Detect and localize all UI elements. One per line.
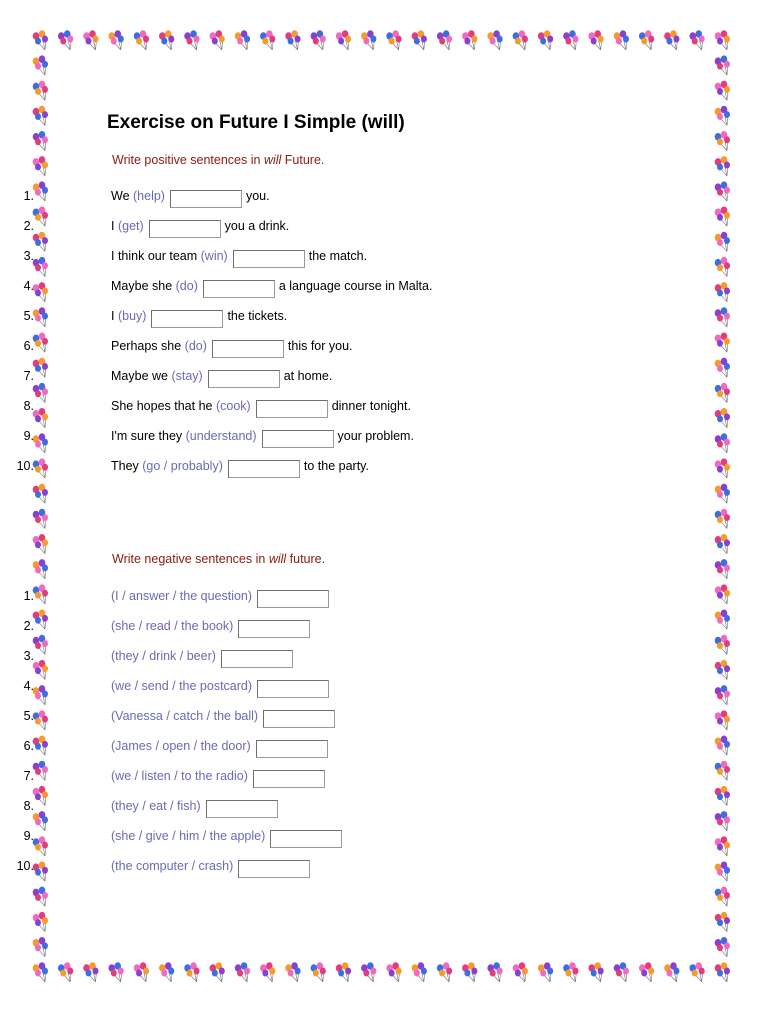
answer-input[interactable] xyxy=(221,650,293,668)
balloon-bunch-icon xyxy=(260,962,275,982)
item-number: 1. xyxy=(23,589,34,603)
verb-hint: (cook) xyxy=(215,399,251,413)
verb-hint: (get) xyxy=(117,219,144,233)
sentence-start: I'm sure they xyxy=(111,429,186,443)
balloon-bunch-icon xyxy=(639,30,654,50)
exercise-item xyxy=(0,304,700,328)
exercise-item xyxy=(0,184,700,208)
balloon-bunch-icon xyxy=(715,610,730,630)
balloon-bunch-icon xyxy=(715,81,730,101)
exercise-item xyxy=(0,214,700,238)
sentence-end: your problem. xyxy=(337,429,414,443)
balloon-bunch-icon xyxy=(33,156,48,176)
page-title: Exercise on Future I Simple (will) xyxy=(107,112,405,133)
verb-hint: (James / open / the door) xyxy=(111,739,251,753)
balloon-bunch-icon xyxy=(715,584,730,604)
balloon-bunch-icon xyxy=(538,962,553,982)
balloon-bunch-icon xyxy=(260,30,275,50)
answer-input[interactable] xyxy=(149,220,221,238)
sentence-start: Maybe we xyxy=(111,369,172,383)
verb-hint: (buy) xyxy=(117,309,147,323)
sentence-line xyxy=(111,339,353,358)
sentence-start: She hopes that he xyxy=(111,399,216,413)
balloon-bunch-icon xyxy=(715,685,730,705)
balloon-bunch-icon xyxy=(689,962,704,982)
verb-hint: (I / answer / the question) xyxy=(111,589,253,603)
answer-input[interactable] xyxy=(212,340,284,358)
balloon-bunch-icon xyxy=(715,509,730,529)
balloon-bunch-icon xyxy=(311,30,326,50)
balloon-bunch-icon xyxy=(487,962,502,982)
balloon-bunch-icon xyxy=(715,207,730,227)
balloon-bunch-icon xyxy=(33,81,48,101)
balloon-bunch-icon xyxy=(33,937,48,957)
sentence-start: We xyxy=(111,189,133,203)
balloon-bunch-icon xyxy=(361,30,376,50)
verb-hint: (we / listen / to the radio) xyxy=(111,769,248,783)
sentence-line xyxy=(111,189,270,208)
exercise-item xyxy=(0,854,700,878)
sentence-end: you a drink. xyxy=(224,219,290,233)
item-number: 9. xyxy=(23,829,34,843)
instruction-text: Write positive sentences in xyxy=(112,153,264,167)
item-number: 8. xyxy=(23,799,34,813)
balloon-bunch-icon xyxy=(715,30,730,50)
instruction-text: Write negative sentences in xyxy=(112,552,269,566)
sentence-line xyxy=(111,399,411,418)
balloon-bunch-icon xyxy=(108,30,123,50)
balloon-bunch-icon xyxy=(715,786,730,806)
item-number: 7. xyxy=(23,369,34,383)
verb-hint: (help) xyxy=(133,189,165,203)
answer-input[interactable] xyxy=(257,590,329,608)
balloon-bunch-icon xyxy=(58,962,73,982)
balloon-bunch-icon xyxy=(715,660,730,680)
exercise-item xyxy=(0,244,700,268)
instruction-emphasis: will xyxy=(268,552,287,566)
balloon-bunch-icon xyxy=(33,559,48,579)
verb-hint: (do) xyxy=(175,279,198,293)
sentence-end: dinner tonight. xyxy=(331,399,411,413)
balloon-bunch-icon xyxy=(715,861,730,881)
balloon-bunch-icon xyxy=(437,30,452,50)
balloon-bunch-icon xyxy=(361,962,376,982)
answer-input[interactable] xyxy=(256,400,328,418)
answer-input[interactable] xyxy=(263,710,335,728)
balloon-bunch-icon xyxy=(715,408,730,428)
answer-input[interactable] xyxy=(256,740,328,758)
balloon-bunch-icon xyxy=(715,937,730,957)
verb-hint: (the computer / crash) xyxy=(111,859,234,873)
verb-hint: (we / send / the postcard) xyxy=(111,679,253,693)
balloon-bunch-icon xyxy=(715,383,730,403)
balloon-bunch-icon xyxy=(538,30,553,50)
answer-input[interactable] xyxy=(208,370,280,388)
balloon-bunch-icon xyxy=(715,559,730,579)
balloon-bunch-icon xyxy=(614,30,629,50)
instruction-negative xyxy=(112,551,325,567)
balloon-bunch-icon xyxy=(689,30,704,50)
balloon-bunch-icon xyxy=(386,962,401,982)
balloon-bunch-icon xyxy=(715,131,730,151)
balloon-bunch-icon xyxy=(285,962,300,982)
exercise-item xyxy=(0,424,700,448)
balloon-bunch-icon xyxy=(311,962,326,982)
balloon-bunch-icon xyxy=(513,962,528,982)
sentence-end: the tickets. xyxy=(227,309,288,323)
sentence-line xyxy=(111,709,339,728)
answer-input[interactable] xyxy=(170,190,242,208)
instruction-text: Future. xyxy=(281,153,325,167)
sentence-line xyxy=(111,309,287,328)
sentence-line xyxy=(111,619,314,638)
answer-input[interactable] xyxy=(270,830,342,848)
balloon-bunch-icon xyxy=(83,962,98,982)
exercise-item xyxy=(0,764,700,788)
balloon-bunch-icon xyxy=(437,962,452,982)
balloon-bunch-icon xyxy=(134,30,149,50)
sentence-line xyxy=(111,799,282,818)
balloon-bunch-icon xyxy=(715,358,730,378)
instruction-positive xyxy=(112,152,324,168)
balloon-bunch-icon xyxy=(33,55,48,75)
item-number: 5. xyxy=(23,709,34,723)
exercise-item xyxy=(0,454,700,478)
balloon-bunch-icon xyxy=(715,55,730,75)
balloon-bunch-icon xyxy=(664,962,679,982)
balloon-bunch-icon xyxy=(588,962,603,982)
balloon-bunch-icon xyxy=(462,30,477,50)
item-number: 3. xyxy=(23,249,34,263)
balloon-bunch-icon xyxy=(715,458,730,478)
answer-input[interactable] xyxy=(228,460,300,478)
sentence-start: I xyxy=(111,219,118,233)
balloon-bunch-icon xyxy=(487,30,502,50)
balloon-bunch-icon xyxy=(184,962,199,982)
sentence-end: a language course in Malta. xyxy=(278,279,433,293)
exercise-item xyxy=(0,704,700,728)
item-number: 6. xyxy=(23,739,34,753)
verb-hint: (understand) xyxy=(185,429,257,443)
balloon-bunch-icon xyxy=(715,710,730,730)
exercise-item xyxy=(0,734,700,758)
answer-input[interactable] xyxy=(257,680,329,698)
exercise-item xyxy=(0,394,700,418)
balloon-bunch-icon xyxy=(715,156,730,176)
balloon-bunch-icon xyxy=(386,30,401,50)
balloon-bunch-icon xyxy=(210,30,225,50)
balloon-bunch-icon xyxy=(412,962,427,982)
balloon-bunch-icon xyxy=(715,307,730,327)
balloon-bunch-icon xyxy=(715,635,730,655)
balloon-bunch-icon xyxy=(715,836,730,856)
item-number: 2. xyxy=(23,619,34,633)
sentence-line xyxy=(111,679,333,698)
sentence-end: the match. xyxy=(308,249,368,263)
balloon-bunch-icon xyxy=(715,484,730,504)
balloon-bunch-icon xyxy=(715,962,730,982)
sentence-line xyxy=(111,649,297,668)
balloon-bunch-icon xyxy=(563,30,578,50)
sentence-end: this for you. xyxy=(287,339,353,353)
balloon-bunch-icon xyxy=(33,509,48,529)
balloon-bunch-icon xyxy=(715,534,730,554)
balloon-bunch-icon xyxy=(715,912,730,932)
balloon-bunch-icon xyxy=(412,30,427,50)
sentence-line xyxy=(111,769,329,788)
answer-input[interactable] xyxy=(233,250,305,268)
exercise-item xyxy=(0,674,700,698)
balloon-bunch-icon xyxy=(159,30,174,50)
exercise-item xyxy=(0,364,700,388)
exercise-item xyxy=(0,584,700,608)
sentence-start: They xyxy=(111,459,143,473)
balloon-bunch-icon xyxy=(33,887,48,907)
balloon-bunch-icon xyxy=(715,761,730,781)
answer-input[interactable] xyxy=(151,310,223,328)
balloon-bunch-icon xyxy=(33,131,48,151)
instruction-emphasis: will xyxy=(263,153,282,167)
verb-hint: (Vanessa / catch / the ball) xyxy=(111,709,259,723)
balloon-bunch-icon xyxy=(108,962,123,982)
balloon-bunch-icon xyxy=(235,30,250,50)
balloon-bunch-icon xyxy=(715,887,730,907)
balloon-bunch-icon xyxy=(639,962,654,982)
balloon-bunch-icon xyxy=(715,811,730,831)
balloon-bunch-icon xyxy=(715,106,730,126)
sentence-start: Perhaps she xyxy=(111,339,185,353)
balloon-bunch-icon xyxy=(336,962,351,982)
balloon-bunch-icon xyxy=(462,962,477,982)
balloon-bunch-icon xyxy=(33,30,48,50)
exercise-item xyxy=(0,644,700,668)
sentence-line xyxy=(111,429,414,448)
balloon-bunch-icon xyxy=(58,30,73,50)
balloon-bunch-icon xyxy=(513,30,528,50)
answer-input[interactable] xyxy=(203,280,275,298)
item-number: 4. xyxy=(23,679,34,693)
answer-input[interactable] xyxy=(238,620,310,638)
exercise-item xyxy=(0,614,700,638)
balloon-bunch-icon xyxy=(210,962,225,982)
answer-input[interactable] xyxy=(238,860,310,878)
exercise-item xyxy=(0,274,700,298)
balloon-bunch-icon xyxy=(336,30,351,50)
item-number: 6. xyxy=(23,339,34,353)
verb-hint: (she / read / the book) xyxy=(111,619,234,633)
sentence-line xyxy=(111,369,332,388)
item-number: 2. xyxy=(23,219,34,233)
balloon-bunch-icon xyxy=(134,962,149,982)
balloon-bunch-icon xyxy=(715,736,730,756)
balloon-bunch-icon xyxy=(235,962,250,982)
sentence-start: I xyxy=(111,309,118,323)
verb-hint: (win) xyxy=(200,249,228,263)
balloon-bunch-icon xyxy=(715,232,730,252)
exercise-item xyxy=(0,334,700,358)
verb-hint: (do) xyxy=(184,339,207,353)
sentence-end: you. xyxy=(245,189,270,203)
balloon-bunch-icon xyxy=(159,962,174,982)
balloon-bunch-icon xyxy=(563,962,578,982)
sentence-line xyxy=(111,219,289,238)
item-number: 5. xyxy=(23,309,34,323)
balloon-bunch-icon xyxy=(588,30,603,50)
answer-input[interactable] xyxy=(262,430,334,448)
verb-hint: (they / drink / beer) xyxy=(111,649,216,663)
item-number: 10. xyxy=(16,859,34,873)
instruction-text: future. xyxy=(286,552,326,566)
item-number: 10. xyxy=(16,459,34,473)
balloon-bunch-icon xyxy=(33,962,48,982)
answer-input[interactable] xyxy=(206,800,278,818)
sentence-line xyxy=(111,459,369,478)
balloon-bunch-icon xyxy=(33,106,48,126)
item-number: 9. xyxy=(23,429,34,443)
balloon-bunch-icon xyxy=(614,962,629,982)
balloon-bunch-icon xyxy=(33,484,48,504)
item-number: 8. xyxy=(23,399,34,413)
item-number: 3. xyxy=(23,649,34,663)
sentence-start: Maybe she xyxy=(111,279,176,293)
balloon-bunch-icon xyxy=(715,433,730,453)
item-number: 1. xyxy=(23,189,34,203)
answer-input[interactable] xyxy=(253,770,325,788)
item-number: 7. xyxy=(23,769,34,783)
balloon-bunch-icon xyxy=(715,332,730,352)
balloon-bunch-icon xyxy=(184,30,199,50)
sentence-line xyxy=(111,859,314,878)
balloon-bunch-icon xyxy=(83,30,98,50)
exercise-item xyxy=(0,824,700,848)
sentence-line xyxy=(111,279,432,298)
sentence-end: at home. xyxy=(283,369,333,383)
verb-hint: (stay) xyxy=(171,369,203,383)
item-number: 4. xyxy=(23,279,34,293)
verb-hint: (they / eat / fish) xyxy=(111,799,201,813)
verb-hint: (she / give / him / the apple) xyxy=(111,829,266,843)
verb-hint: (go / probably) xyxy=(142,459,223,473)
sentence-line xyxy=(111,249,367,268)
sentence-end: to the party. xyxy=(303,459,369,473)
balloon-bunch-icon xyxy=(664,30,679,50)
balloon-bunch-icon xyxy=(715,181,730,201)
sentence-start: I think our team xyxy=(111,249,201,263)
exercise-item xyxy=(0,794,700,818)
sentence-line xyxy=(111,589,333,608)
sentence-line xyxy=(111,829,346,848)
balloon-bunch-icon xyxy=(715,282,730,302)
balloon-bunch-icon xyxy=(285,30,300,50)
balloon-bunch-icon xyxy=(33,534,48,554)
balloon-bunch-icon xyxy=(33,912,48,932)
balloon-bunch-icon xyxy=(715,257,730,277)
sentence-line xyxy=(111,739,332,758)
